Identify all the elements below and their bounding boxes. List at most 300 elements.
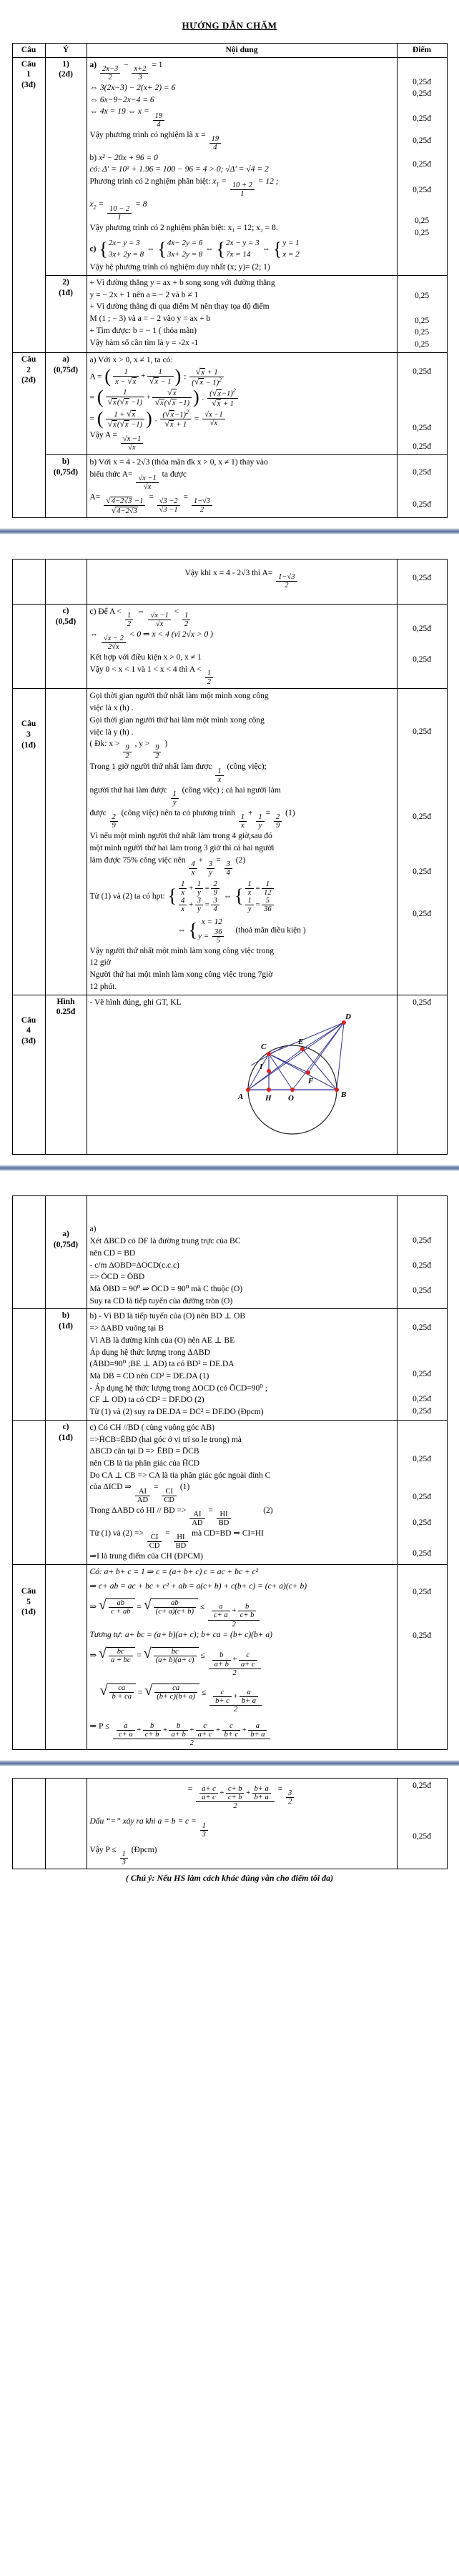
cau5-l2: ⇒ c+ ab = ac + bc + c² + ab = a(c+ b) + c(b+ c) = (c+ a)(c+ b)	[89, 1581, 307, 1591]
cell-cau5-y	[45, 1564, 87, 1749]
page-1	[0, 0, 459, 534]
cau3-line10: làm được 75% công việc nên $\frac{4}{x}$ + $\frac{3}{y}$ = $\frac{3}{4}$ (2)	[89, 855, 246, 877]
header-noi-dung: Nội dung	[87, 44, 397, 58]
cau1-point-5: 0,25đ	[413, 159, 431, 169]
cell-cau5-final	[87, 1779, 397, 1869]
table-row-cau3	[12, 689, 447, 995]
grading-table-page3	[12, 1195, 448, 1750]
cau1-a-step1: ⇔ 3(2x−3) − 2(x+ 2) = 6	[89, 83, 176, 92]
cau1-b-label: b)	[89, 153, 97, 162]
cau2-ya-line2: (0,75đ)	[53, 365, 79, 374]
fraction-term: $\frac{a}{c+ a}$	[117, 1722, 135, 1739]
fraction-term: $\frac{c}{a+ c}$	[196, 1722, 214, 1739]
cell-cau4-b-content	[87, 1309, 397, 1420]
fraction-term: $\frac{c}{b+ c}$	[222, 1722, 241, 1739]
table-row-cau5-cont	[12, 1779, 447, 1869]
cau3-line12: Vậy người thứ nhất một mình làm xong công việc trong	[89, 946, 274, 955]
cau5-l5r1n: bc	[109, 1648, 133, 1656]
cau5-l3r2d: (c+ a)(c+ b)	[155, 1608, 194, 1616]
cau5-l3r2n: ab	[154, 1599, 196, 1608]
cau4-b-l5: (ĀBD=90⁰ ;BE ⊥ AD) ta có BD² = DE.DA	[89, 1360, 235, 1369]
cau4-b-l7: - Áp dụng hệ thức lượng trong ΔOCD (có ŌCD=90⁰ ;	[89, 1383, 267, 1393]
cau3-label-line2: 3	[26, 730, 31, 740]
cau4-a-l2: nên CD = BD	[89, 1248, 136, 1258]
cau1-point-2: 0,25đ	[413, 89, 431, 99]
cau3-line6b: (công việc) ; cả hai người làm	[182, 785, 281, 795]
cell-cau4-hinh-points	[397, 995, 447, 1155]
cau2-c-line2: ⇔ $\frac{√x - 2}{2√x}$ < 0 ⇒ x < 4 (vì 2√x > 0 )	[89, 630, 213, 652]
cau1-c-sys2-r1: 4x− 2y = 6	[167, 239, 203, 248]
cell-empty-cau-4	[12, 1309, 45, 1420]
cau2-b-conclusion-text: Vậy khi x = 4 - 2√3 thì A=	[184, 569, 273, 578]
cau1-b-equation	[90, 152, 394, 164]
cau4-point-2: 0,25đ	[413, 1236, 431, 1245]
cell-cau2-b-label	[45, 454, 87, 517]
cau5-l3-lead: ⇒	[89, 1603, 97, 1612]
cau1-y2-d: M (1 ; − 3) và a = − 2 vào y = ax + b	[89, 314, 211, 324]
cau3-line5: Trong 1 giờ người thứ nhất làm được $\frac{1}{x}$ (công việc);	[89, 762, 267, 784]
cau2-a-conclusion	[90, 429, 394, 452]
cau3-line1: Gọi thời gian người thứ nhất làm một mình xong công	[89, 692, 269, 701]
cau1-a-step3a: ⇔ 4x = 19 ⇔ x =	[89, 107, 149, 116]
cau2-point-5: 0,25đ	[413, 499, 431, 509]
header-diem: Điểm	[397, 44, 447, 58]
cau2-b-num: √x −1	[136, 474, 158, 483]
cau2-point-8: 0,25đ	[413, 655, 431, 664]
cau4-a-l6: Suy ra CD là tiếp tuyến của đường tròn (O)	[89, 1296, 233, 1306]
cau2-b-res1-den: √3 −1	[159, 506, 178, 514]
cau5-point-1: 0,25đ	[413, 1587, 431, 1596]
cell-cau5-label	[12, 1564, 45, 1749]
cau4-point-12: 0,25đ	[413, 1549, 431, 1558]
cau1-b-x2-val: = 8	[135, 200, 147, 209]
cau5-l6t2n: a	[240, 1689, 258, 1697]
figure-label-D: D	[345, 1013, 351, 1022]
cau4-c-l7a: Trong ΔABD có HI // BD =>	[89, 1506, 187, 1515]
cau5-l9-n: 1	[200, 1822, 208, 1831]
cau5-label-line1: Câu	[21, 1586, 36, 1596]
cau5-l6r1n: ca	[109, 1684, 134, 1693]
cau4-c-l8a: Từ (1) và (2) =>	[89, 1528, 144, 1538]
cau1-point-7: 0,25	[414, 217, 430, 226]
cau5-l10	[90, 1839, 394, 1867]
cau1-c-label: c)	[89, 244, 97, 254]
fraction-term: $\frac{a+ c}{a+ c}$	[199, 1785, 218, 1801]
cau2-yb-line1: b)	[61, 457, 70, 466]
cau4-c-l7: Trong ΔABD có HI // BD => $\frac{AI}{AD}$ = $\frac{HI}{BD}$ (2)	[89, 1506, 273, 1527]
page-break-1	[0, 528, 459, 534]
cau1-y2-line2: (1đ)	[59, 288, 73, 297]
cell-cau4-hinh-label	[45, 995, 87, 1155]
cell-empty-cau-5	[12, 1420, 45, 1564]
cau5-l5t2n: c	[239, 1651, 257, 1660]
grading-table-page4	[12, 1778, 448, 1869]
cau2-c-half-den: 2	[127, 620, 132, 629]
cau5-l5-lead: ⇒	[89, 1651, 97, 1661]
cau2-c-half3-num: 1	[205, 670, 213, 678]
cau2-yb-line2: (0,75đ)	[53, 467, 79, 477]
figure-label-I: I	[259, 1063, 262, 1072]
cell-cau2-b-content	[87, 454, 397, 517]
geometry-figure	[208, 1010, 394, 1153]
cau1-c-system: c) { 2x− y = 3 3x+ 2y = 8 ⇔ { 4x− 2y = 6 3x+ 2y = 8 ⇔ { 2x − y = 3 7x = 14 ⇔ { y = 1 x = 2	[90, 234, 394, 262]
cau1-b-delta	[90, 164, 394, 176]
table-row-cau4-c	[12, 1420, 447, 1564]
cell-cau4-label	[12, 995, 45, 1155]
figure-label-C: C	[260, 1043, 266, 1052]
cau4-point-4: 0,25đ	[413, 1285, 431, 1295]
cell-cau2-b-cont-points	[397, 560, 447, 605]
cau4-c-l6a: của ΔICD ⇒	[89, 1483, 132, 1492]
cau1-y1-line2: (2đ)	[59, 70, 73, 79]
cau3-line15: 12 phút.	[89, 982, 117, 991]
cau1-y2-e: + Tìm được: b = − 1 ( thỏa mãn)	[89, 326, 197, 335]
cau3-line2: việc là x (h) .	[89, 704, 134, 713]
cau1-y2-f: Vậy hàm số cần tìm là y = -2x -1	[89, 338, 199, 347]
table-row-cau2-b-cont	[12, 560, 447, 605]
figure-label-O: O	[287, 1094, 294, 1103]
cau3-line6: người thứ hai làm được $\frac{1}{y}$ (công việc) ; cả hai người làm	[89, 785, 281, 807]
cau4-ya-1: a)	[62, 1230, 69, 1239]
cau2-c-l2-tail: < 0 ⇒ x < 4 (vì 2√x > 0 )	[129, 630, 213, 640]
cau5-l6r2d: (b+ c)(b+ a)	[157, 1693, 196, 1701]
cau2-b-res2-num: 1−√3	[192, 497, 212, 506]
cau1-a-den2: 3	[138, 73, 142, 81]
cau3-tm: (thoả mãn điều kiện )	[235, 925, 306, 935]
cau4-b-l6: Mà DB = CD nên CD² = DE.DA (1)	[89, 1371, 209, 1381]
cell-cau1-y1-points	[397, 57, 447, 275]
cau4-a-l5: Mà ŌBD = 90⁰ ⇒ ŌCD = 90⁰ mà C thuộc (O)	[89, 1284, 243, 1293]
cau3-dk-end: )	[164, 740, 168, 749]
cau1-c-sys1-r2: 3x+ 2y = 8	[108, 250, 144, 259]
cau1-point-10: 0,25	[414, 316, 430, 325]
cell-cau2-a-label	[45, 352, 87, 454]
cell-empty-y	[45, 560, 87, 605]
cau4-c-l1: c) Có CH //BD ( cùng vuông góc AB)	[89, 1423, 214, 1432]
cell-empty-cau-2	[12, 605, 45, 689]
cell-cau4-c-label	[45, 1420, 87, 1564]
cau1-point-4: 0,25đ	[413, 136, 431, 145]
cell-cau4-hinh-content	[87, 995, 397, 1155]
page-2	[0, 534, 459, 1171]
cau4-point-11: 0,25đ	[413, 1518, 431, 1528]
cell-cau2-label	[12, 352, 45, 517]
cau4-label-line2: 4	[26, 1026, 31, 1035]
header-cau: Câu	[12, 44, 45, 58]
table-row-cau1-y2	[12, 275, 447, 352]
table-row-cau5	[12, 1564, 447, 1749]
table-header-row	[12, 44, 447, 58]
cau3-dk-den1: 2	[125, 752, 129, 761]
cau3-line14: Người thứ hai một mình làm xong công việc trong 7giờ	[89, 970, 273, 980]
cell-cau5-content	[87, 1564, 397, 1749]
cau5-l8-res-d: 2	[288, 1798, 292, 1806]
cau3-dk-pre: ( Đk: x >	[89, 740, 120, 749]
cau1-point-8: 0,25	[414, 228, 430, 237]
cell-cau4-c-points	[397, 1420, 447, 1564]
grading-table-page1	[12, 43, 448, 518]
cau4-point-9: 0,25đ	[413, 1454, 431, 1463]
cell-cau4-c-content	[87, 1420, 397, 1564]
cau2-yc-line2: (0,5đ)	[55, 617, 76, 626]
cau4-c-l9: ⇒I là trung điểm của CH (ĐPCM)	[89, 1552, 203, 1561]
cau2-c-frac-num: √x −1	[148, 612, 170, 620]
cau4-point-7: 0,25đ	[413, 1394, 431, 1403]
cau1-point-1: 0,25đ	[413, 77, 431, 86]
cau4-c-l3: ΔBCD cân tại D => ĒBD = D̄CB	[89, 1447, 199, 1456]
cau5-l5t1n: b	[212, 1651, 231, 1660]
cell-cau3-points	[397, 689, 447, 995]
cau2-c-line3: Kết hợp với điều kiện x > 0, x ≠ 1	[89, 653, 202, 662]
cau3-label-line1: Câu	[21, 720, 36, 729]
cau2-c-line1: c) Để A < $\frac{1}{2}$ ⇔ $\frac{√x -1}{√x}$ < $\frac{1}{2}$	[90, 606, 394, 629]
cau5-l8: = $\frac{a+ c}{a+ c}$ + $\frac{c+ b}{c+ b}$ + $\frac{b+ a}{b+ a}$ 2 = $\frac{3}{2}$	[90, 1780, 394, 1811]
table-row-cau2-b	[12, 454, 447, 517]
cau1-b-x2: $x_2$ = $\frac{10 - 2}{1}$ = 8	[89, 200, 147, 222]
cau2-c-frac-den: √x	[155, 620, 164, 629]
cau1-a-rhs: = 1	[152, 60, 163, 69]
cau3-dk-num2: 9	[153, 744, 161, 752]
cell-cau2-b-points	[397, 454, 447, 517]
cell-cau5-final-points	[397, 1779, 447, 1869]
header-y: Ý	[45, 44, 87, 58]
cell-cau4-a-points	[397, 1196, 447, 1309]
cau2-a-c-den: √x	[128, 444, 136, 452]
cau2-point-1: 0,25đ	[413, 367, 431, 376]
cau1-point-3: 0,25đ	[413, 114, 431, 124]
cau5-l5t1d: a+ b	[214, 1660, 229, 1669]
cau1-a-step3	[90, 106, 394, 129]
cau4-yc-2: (1đ)	[59, 1433, 73, 1442]
figure-label-B: B	[340, 1090, 346, 1100]
cau2-b-res1-num: √3 −2	[157, 497, 180, 506]
cau3-line5a: Trong 1 giờ người thứ nhất làm được	[89, 762, 212, 772]
fraction-term: $\frac{b}{c+ b}$	[143, 1722, 162, 1739]
cau5-l6t1n: c	[213, 1689, 232, 1697]
cau5-l1: Có: a+ b+ c = 1 ⇒ c = (a+ b+ c) c = ac + bc + c²	[89, 1567, 259, 1576]
cau5-l9-pre: Dấu “=” xảy ra khi a = b = c =	[89, 1817, 197, 1826]
cau4-c-l8b: mà CD=BD ⇒ CI=HI	[192, 1528, 264, 1538]
cau5-l10-post: (Đpcm)	[131, 1845, 157, 1854]
cau2-point-3: 0,25đ	[413, 442, 431, 452]
cau2-c-line1-text: c) Để A <	[89, 607, 122, 617]
cau1-c-sys4-r1: y = 1	[282, 239, 300, 248]
cau4-ya-2: (0,75đ)	[53, 1240, 79, 1250]
cau2-c-half2-den: 2	[184, 620, 189, 629]
cell-cau3-content	[87, 689, 397, 995]
cell-cau3-label	[12, 689, 45, 995]
cau1-y2-line1: 2)	[62, 277, 69, 287]
cau4-b-l1: b) - Vì BD là tiếp tuyến của (O) nên BD ⊥ OB	[89, 1312, 246, 1321]
cau1-y1-line1: 1)	[62, 59, 69, 69]
cau2-c-line4	[90, 664, 394, 687]
fraction-term: $\frac{b+ a}{b+ a}$	[252, 1785, 271, 1801]
cau5-l10-pre: Vậy P ≤	[89, 1845, 117, 1854]
figure-label-E: E	[297, 1038, 303, 1047]
cau2-c-l2-num: √x − 2	[102, 635, 126, 643]
cau1-b-x1-den: 1	[240, 190, 245, 199]
fraction-term: $\frac{c+ b}{c+ b}$	[226, 1785, 245, 1801]
cau4-b-l9: Từ (1) và (2) suy ra DE.DA = DC² = DF.DO (Đpcm)	[89, 1408, 264, 1417]
cau5-label-line2: 5	[26, 1597, 31, 1606]
cau4-a-l3: - c/m ΔOBD=ΔOCD(c.c.c)	[89, 1260, 179, 1270]
cau4-yc-1: c)	[62, 1422, 69, 1431]
cau2-b-line2	[90, 469, 394, 492]
cau4-a-l1: Xét ΔBCD có DF là đường trung trực của BC	[89, 1237, 241, 1246]
cau4-c-l6b: (1)	[179, 1483, 190, 1492]
cau2-c-half2-num: 1	[182, 612, 190, 620]
cau2-bc-den: 2	[285, 582, 289, 590]
cau2-point-7: 0,25đ	[413, 625, 431, 634]
cell-cau4-b-points	[397, 1309, 447, 1420]
cau3-point-4: 0,25đ	[413, 909, 431, 918]
cau3-line10b: (2)	[235, 855, 246, 865]
cau2-c-mid: ⇔	[137, 607, 145, 617]
cau4-point-1: 0,25đ	[413, 998, 431, 1007]
cau1-label-line1: Câu	[21, 59, 36, 69]
figure-label-H: H	[265, 1094, 272, 1103]
cell-empty-cau-3	[12, 1196, 45, 1309]
cau4-point-10: 0,25đ	[413, 1492, 431, 1501]
cau2-c-half-num: 1	[125, 612, 133, 620]
cau3-line3: Gọi thời gian người thứ hai làm một mình xong công	[89, 715, 265, 725]
cau3-dk	[90, 738, 394, 761]
cau5-l10-n: 1	[120, 1850, 128, 1859]
cau3-line7b: (công việc) nên ta có phương trình	[121, 808, 235, 817]
cell-cau4-b-label	[45, 1309, 87, 1420]
cau1-c-sys4-r2: x = 2	[282, 250, 300, 259]
page-title: HƯỚNG DẪN CHẤM	[182, 20, 277, 31]
cau4-a-label: a)	[89, 1225, 97, 1234]
cau5-point-4: 0,25đ	[413, 1831, 431, 1841]
cau4-c-l6: của ΔICD ⇒ $\frac{AI}{AD}$ = $\frac{CI}{CD}$ (1)	[89, 1483, 190, 1504]
cau2-b-den: √x	[143, 482, 152, 491]
cau3-dk-mid: , y >	[134, 740, 150, 749]
cau2-a-expr2: = ( $\frac{1}{√x(√x -1)}$ + $\frac{√x}{√x(√x -1)}$ ) . $\frac{(√x-1)^2}{√x + 1}$	[90, 387, 394, 409]
cau4-yb-1: b)	[61, 1311, 70, 1321]
cell-cau2-c-points	[397, 605, 447, 689]
cau2-point-6: 0,25đ	[413, 574, 431, 583]
cau1-a-c-den: 4	[213, 143, 217, 151]
cau5-label-line3: (1đ)	[21, 1608, 36, 1617]
cell-cau1-y1-content	[87, 57, 397, 275]
cau1-c-conclusion: Vậy hệ phương trình có nghiệm duy nhất (x; y)= (2; 1)	[89, 263, 270, 272]
cau5-point-3: 0,25đ	[413, 1781, 431, 1791]
cau1-point-12: 0,25	[414, 340, 430, 349]
cau5-l8-res-n: 3	[286, 1789, 294, 1798]
cau1-b-x2-den: 1	[117, 213, 122, 222]
cau2-a-conclusion-text: Vậy A =	[89, 431, 117, 440]
cau1-a-conclusion-text: Vậy phương trình có nghiệm là x =	[89, 130, 206, 139]
cau4-c-l5: Do CA ⊥ CB => CA là tia phân giác góc ngoài đỉnh C	[89, 1471, 271, 1480]
cau3-line8: Vì nếu một mình người thứ nhất làm trong 4 giờ,sau đó	[89, 832, 272, 841]
cau5-l6t1d: b+ c	[215, 1696, 230, 1705]
cau1-a-frac-num: 19	[153, 112, 165, 121]
cau3-line11: Từ (1) và (2) ta có hpt: { $\frac{1}{x}$ + $\frac{1}{y}$ = $\frac{2}{9}$ $\frac{4}{x}$ + $\frac{3}{y}$ = $\frac{3}{4}$ ⇔ { $\frac{1}{x}$ = $\frac{1}{12}$ $\frac{1}{y}$ = $\frac{5}{36}$	[90, 877, 394, 914]
cau1-y2-a: + Vì đường thẳng y = ax + b song song với đường thẳng	[89, 278, 275, 287]
cau2-label-line3: (2đ)	[21, 376, 36, 385]
figure-label-A: A	[237, 1093, 243, 1102]
cau2-yc-line1: c)	[62, 607, 69, 616]
cell-cau2-a-points	[397, 352, 447, 454]
cau2-label-line2: 2	[26, 365, 31, 374]
cau2-label-line1: Câu	[21, 354, 36, 364]
table-row-cau2-c	[12, 605, 447, 689]
page-break-2	[0, 1165, 459, 1171]
cau1-a-label: a)	[89, 60, 97, 69]
cell-cau1-y1-label	[45, 57, 87, 275]
cau1-b-x1-num: 10 + 2	[230, 181, 255, 190]
cau1-point-11: 0,25	[414, 328, 430, 337]
cau1-c-sys1-r1: 2x− y = 3	[108, 239, 140, 248]
table-row-cau2-a	[12, 352, 447, 454]
cau5-l3r1d: c + ab	[111, 1608, 131, 1616]
cau3-line6a: người thứ hai làm được	[89, 785, 167, 795]
cau1-b-conclusion: Vậy phương trình có 2 nghiệm phân biệt: x₁ = 12; x₂ = 8.	[89, 223, 278, 232]
cau3-line7: được $\frac{2}{9}$ (công việc) nên ta có phương trình $\frac{1}{x}$ + $\frac{1}{y}$ = $\frac{2}{9}$ (1)	[89, 808, 295, 830]
fraction-term: $\frac{a}{b+ a}$	[248, 1722, 267, 1739]
cau5-l3: ⇒ √ $\frac{ab}{c + ab}$ = √ $\frac{ab}{(c+ a)(c+ b)}$ ≤ $\frac{a}{c+ a}$ + $\frac{b}{c+ b}$ 2	[90, 1592, 394, 1628]
cau4-label-line3: (3đ)	[21, 1037, 36, 1046]
cell-empty-cau-6	[12, 1779, 45, 1869]
cau5-l5: ⇒ √ $\frac{bc}{a + bc}$ = √ $\frac{bc}{(a+ b)(a+ c)}$ ≤ $\frac{b}{a+ b}$ + $\frac{c}{a+ c}$ 2	[90, 1641, 394, 1677]
cau3-point-1: 0,25đ	[413, 727, 431, 737]
cau4-b-l3: Vì AB là đường kính của (O) nên AE ⊥ BE	[89, 1336, 235, 1345]
cell-cau4-a-label	[45, 1196, 87, 1309]
cau3-point-3: 0,25đ	[413, 867, 431, 876]
cau4-hinh-line2: 0.25đ	[56, 1008, 76, 1017]
page-4	[0, 1766, 459, 1891]
cau4-point-8: 0,25đ	[413, 1406, 431, 1416]
cau2-ya-line1: a)	[62, 354, 69, 364]
cau3-line5b: (công việc);	[227, 762, 267, 772]
cau4-b-l8: CF ⊥ OD) ta có CD² = DF.DO (2)	[89, 1396, 204, 1405]
cau2-b-line2b: ta được	[162, 469, 187, 479]
cell-cau4-a-content	[87, 1196, 397, 1309]
cau1-b-roots: Phương trình có 2 nghiệm phân biệt: $x_1$ = $\frac{10 + 2}{1}$ = 12 ;	[89, 177, 279, 199]
cau3-dk-den2: 2	[155, 752, 159, 761]
cau4-b-l2: => ΔABD vuông tại B	[89, 1324, 164, 1333]
cau1-label-line2: 1	[26, 70, 31, 79]
cau2-b-line1: b) Với x = 4 - 2√3 (thỏa mãn đk x > 0, x ≠ 1) thay vào	[89, 457, 268, 467]
cau5-l5r2d: (a+ b)(a+ c)	[155, 1656, 194, 1665]
table-row-cau4-hinh	[12, 995, 447, 1155]
cau1-a-den1: 2	[108, 73, 112, 81]
cau5-l5r1d: a + bc	[111, 1656, 131, 1665]
cell-empty-cau	[12, 560, 45, 605]
cau1-y2-b: y = − 2x + 1 nên a = − 2 và b ≠ 1	[89, 290, 199, 299]
cau5-l5t2d: a+ c	[240, 1660, 255, 1669]
cau1-a-num2: x+2	[132, 65, 148, 74]
cau3-line9: một mình người thứ hai làm trong 3 giờ thì cả hai người	[89, 843, 275, 852]
cau1-c-sys3-r1: 2x − y = 3	[226, 239, 260, 248]
cell-cau3-y	[45, 689, 87, 995]
cau4-a-l4: => ŌCD = ŌBD	[89, 1273, 145, 1282]
cau5-l6r1d: b + ca	[112, 1693, 132, 1701]
fraction-term: $\frac{b}{a+ b}$	[169, 1722, 187, 1739]
cell-cau2-b-conclusion	[87, 560, 397, 605]
footer-note: ( Chú ý: Nếu HS làm cách khác đúng vẫn cho điểm tối đa)	[125, 1872, 334, 1883]
cau1-point-9: 0,25	[414, 291, 430, 300]
cell-cau2-c-label	[45, 605, 87, 689]
cell-cau1-y2-label	[45, 275, 87, 352]
cau1-b-x2-num: 10 − 2	[107, 205, 132, 214]
cau5-l10-d: 3	[122, 1858, 126, 1866]
cau4-c-l2: =>H̄CB=ĒBD (hai góc ở vị trí so le trong) mà	[89, 1435, 242, 1444]
cau5-l3t1d: c+ a	[214, 1611, 228, 1620]
cau1-a-conclusion	[90, 129, 394, 152]
cau1-a-frac-den: 4	[157, 120, 161, 129]
